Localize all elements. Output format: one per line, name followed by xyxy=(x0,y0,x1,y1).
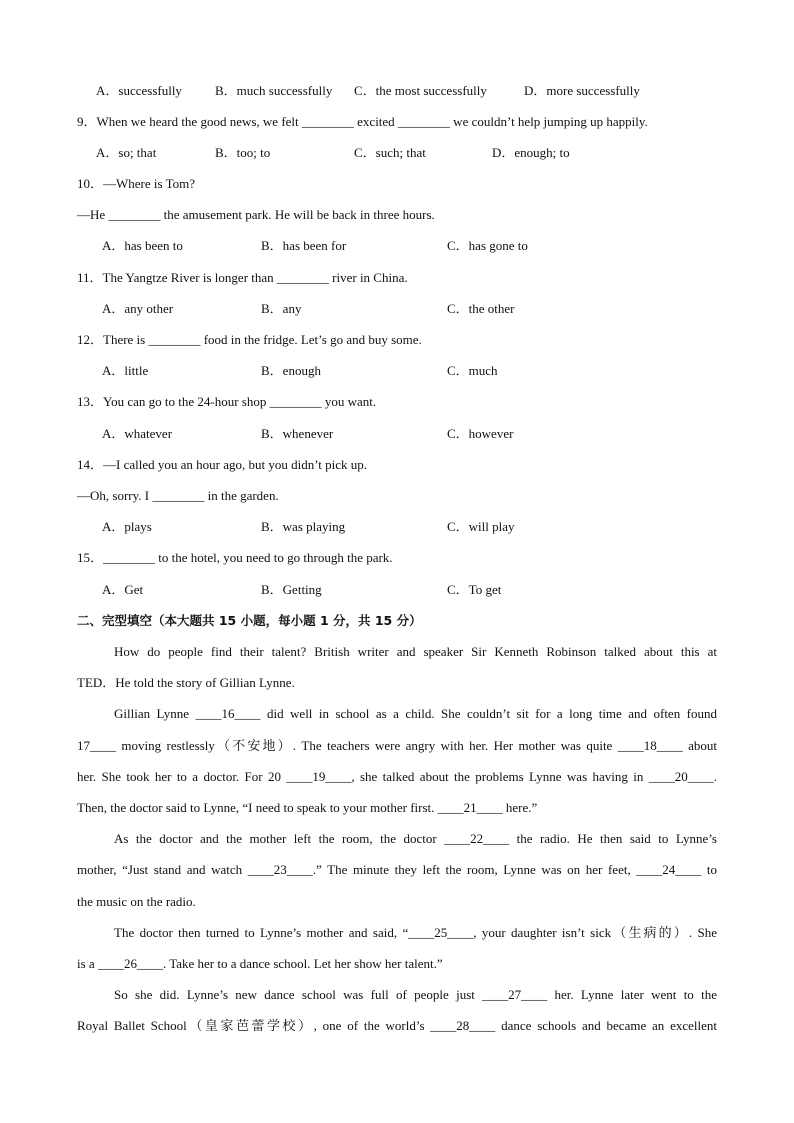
question-11-stem: 11．The Yangtze River is longer than ________ river in China. xyxy=(77,270,408,285)
question-14-stem-line2: —Oh, sorry. I ________ in the garden. xyxy=(77,488,279,503)
q11-option-a: A．any other xyxy=(102,301,174,316)
passage-line: TED．He told the story of Gillian Lynne. xyxy=(77,675,295,690)
passage-line: her. She took her to a doctor. For 20 ____19____, she talked about the problems Lynne was having in ____20____. xyxy=(77,769,717,784)
q8-option-d: D．more successfully xyxy=(524,83,640,98)
q12-option-b: B．enough xyxy=(261,363,321,378)
passage-line: Royal Ballet School（皇家芭蕾学校）, one of the world’s ____28____ dance schools and became an excellent xyxy=(77,1018,717,1033)
q9-option-b: B．too; to xyxy=(215,145,271,160)
question-10-stem-line2: —He ________ the amusement park. He will be back in three hours. xyxy=(77,207,435,222)
q11-option-c: C．the other xyxy=(447,301,515,316)
q10-option-c: C．has gone to xyxy=(447,238,528,253)
question-15-stem: 15．________ to the hotel, you need to go through the park. xyxy=(77,550,393,565)
q13-option-b: B．whenever xyxy=(261,426,334,441)
passage-line: As the doctor and the mother left the room, the doctor ____22____ the radio. He then said to Lynne’s xyxy=(114,831,717,846)
q9-option-a: A．so; that xyxy=(96,145,157,160)
q14-option-c: C．will play xyxy=(447,519,515,534)
passage-line: 17____ moving restlessly（不安地）. The teachers were angry with her. Her mother was quite ____18____ about xyxy=(77,738,717,753)
q14-option-b: B．was playing xyxy=(261,519,346,534)
q9-option-c: C．such; that xyxy=(354,145,426,160)
q8-option-a: A．successfully xyxy=(96,83,182,98)
question-13-stem: 13．You can go to the 24-hour shop ________ you want. xyxy=(77,394,377,409)
q8-option-b: B．much successfully xyxy=(215,83,333,98)
q12-option-c: C．much xyxy=(447,363,498,378)
question-12-stem: 12．There is ________ food in the fridge. Let’s go and buy some. xyxy=(77,332,422,347)
passage-line: How do people find their talent? British writer and speaker Sir Kenneth Robinson talked about this at xyxy=(114,644,717,659)
passage-line: The doctor then turned to Lynne’s mother and said, “____25____, your daughter isn’t sick（生病的）. She xyxy=(114,925,717,940)
q9-option-d: D．enough; to xyxy=(492,145,570,160)
q13-option-a: A．whatever xyxy=(102,426,173,441)
q15-option-a: A．Get xyxy=(102,582,144,597)
q15-option-b: B．Getting xyxy=(261,582,322,597)
q12-option-a: A．little xyxy=(102,363,149,378)
q13-option-c: C．however xyxy=(447,426,514,441)
passage-line: is a ____26____. Take her to a dance school. Let her show her talent.” xyxy=(77,956,443,971)
passage-line: So she did. Lynne’s new dance school was full of people just ____27____ her. Lynne later went to the xyxy=(114,987,717,1002)
passage-line: the music on the radio. xyxy=(77,894,196,909)
question-10-stem: 10．—Where is Tom? xyxy=(77,176,195,191)
q14-option-a: A．plays xyxy=(102,519,152,534)
passage-line: Then, the doctor said to Lynne, “I need to speak to your mother first. ____21____ here.” xyxy=(77,800,538,815)
question-14-stem: 14．—I called you an hour ago, but you didn’t pick up. xyxy=(77,457,368,472)
question-9-stem: 9．When we heard the good news, we felt ________ excited ________ we couldn’t help jumping up happily. xyxy=(77,114,648,129)
q10-option-b: B．has been for xyxy=(261,238,347,253)
q8-option-c: C．the most successfully xyxy=(354,83,487,98)
section-2-title: 二、完型填空（本大题共 15 小题，每小题 1 分，共 15 分） xyxy=(77,613,422,628)
q11-option-b: B．any xyxy=(261,301,302,316)
passage-line: Gillian Lynne ____16____ did well in school as a child. She couldn’t sit for a long time and often found xyxy=(114,706,717,721)
q10-option-a: A．has been to xyxy=(102,238,183,253)
q15-option-c: C．To get xyxy=(447,582,502,597)
passage-line: mother, “Just stand and watch ____23____.” The minute they left the room, Lynne was on her feet, ____24____ to xyxy=(77,862,717,877)
